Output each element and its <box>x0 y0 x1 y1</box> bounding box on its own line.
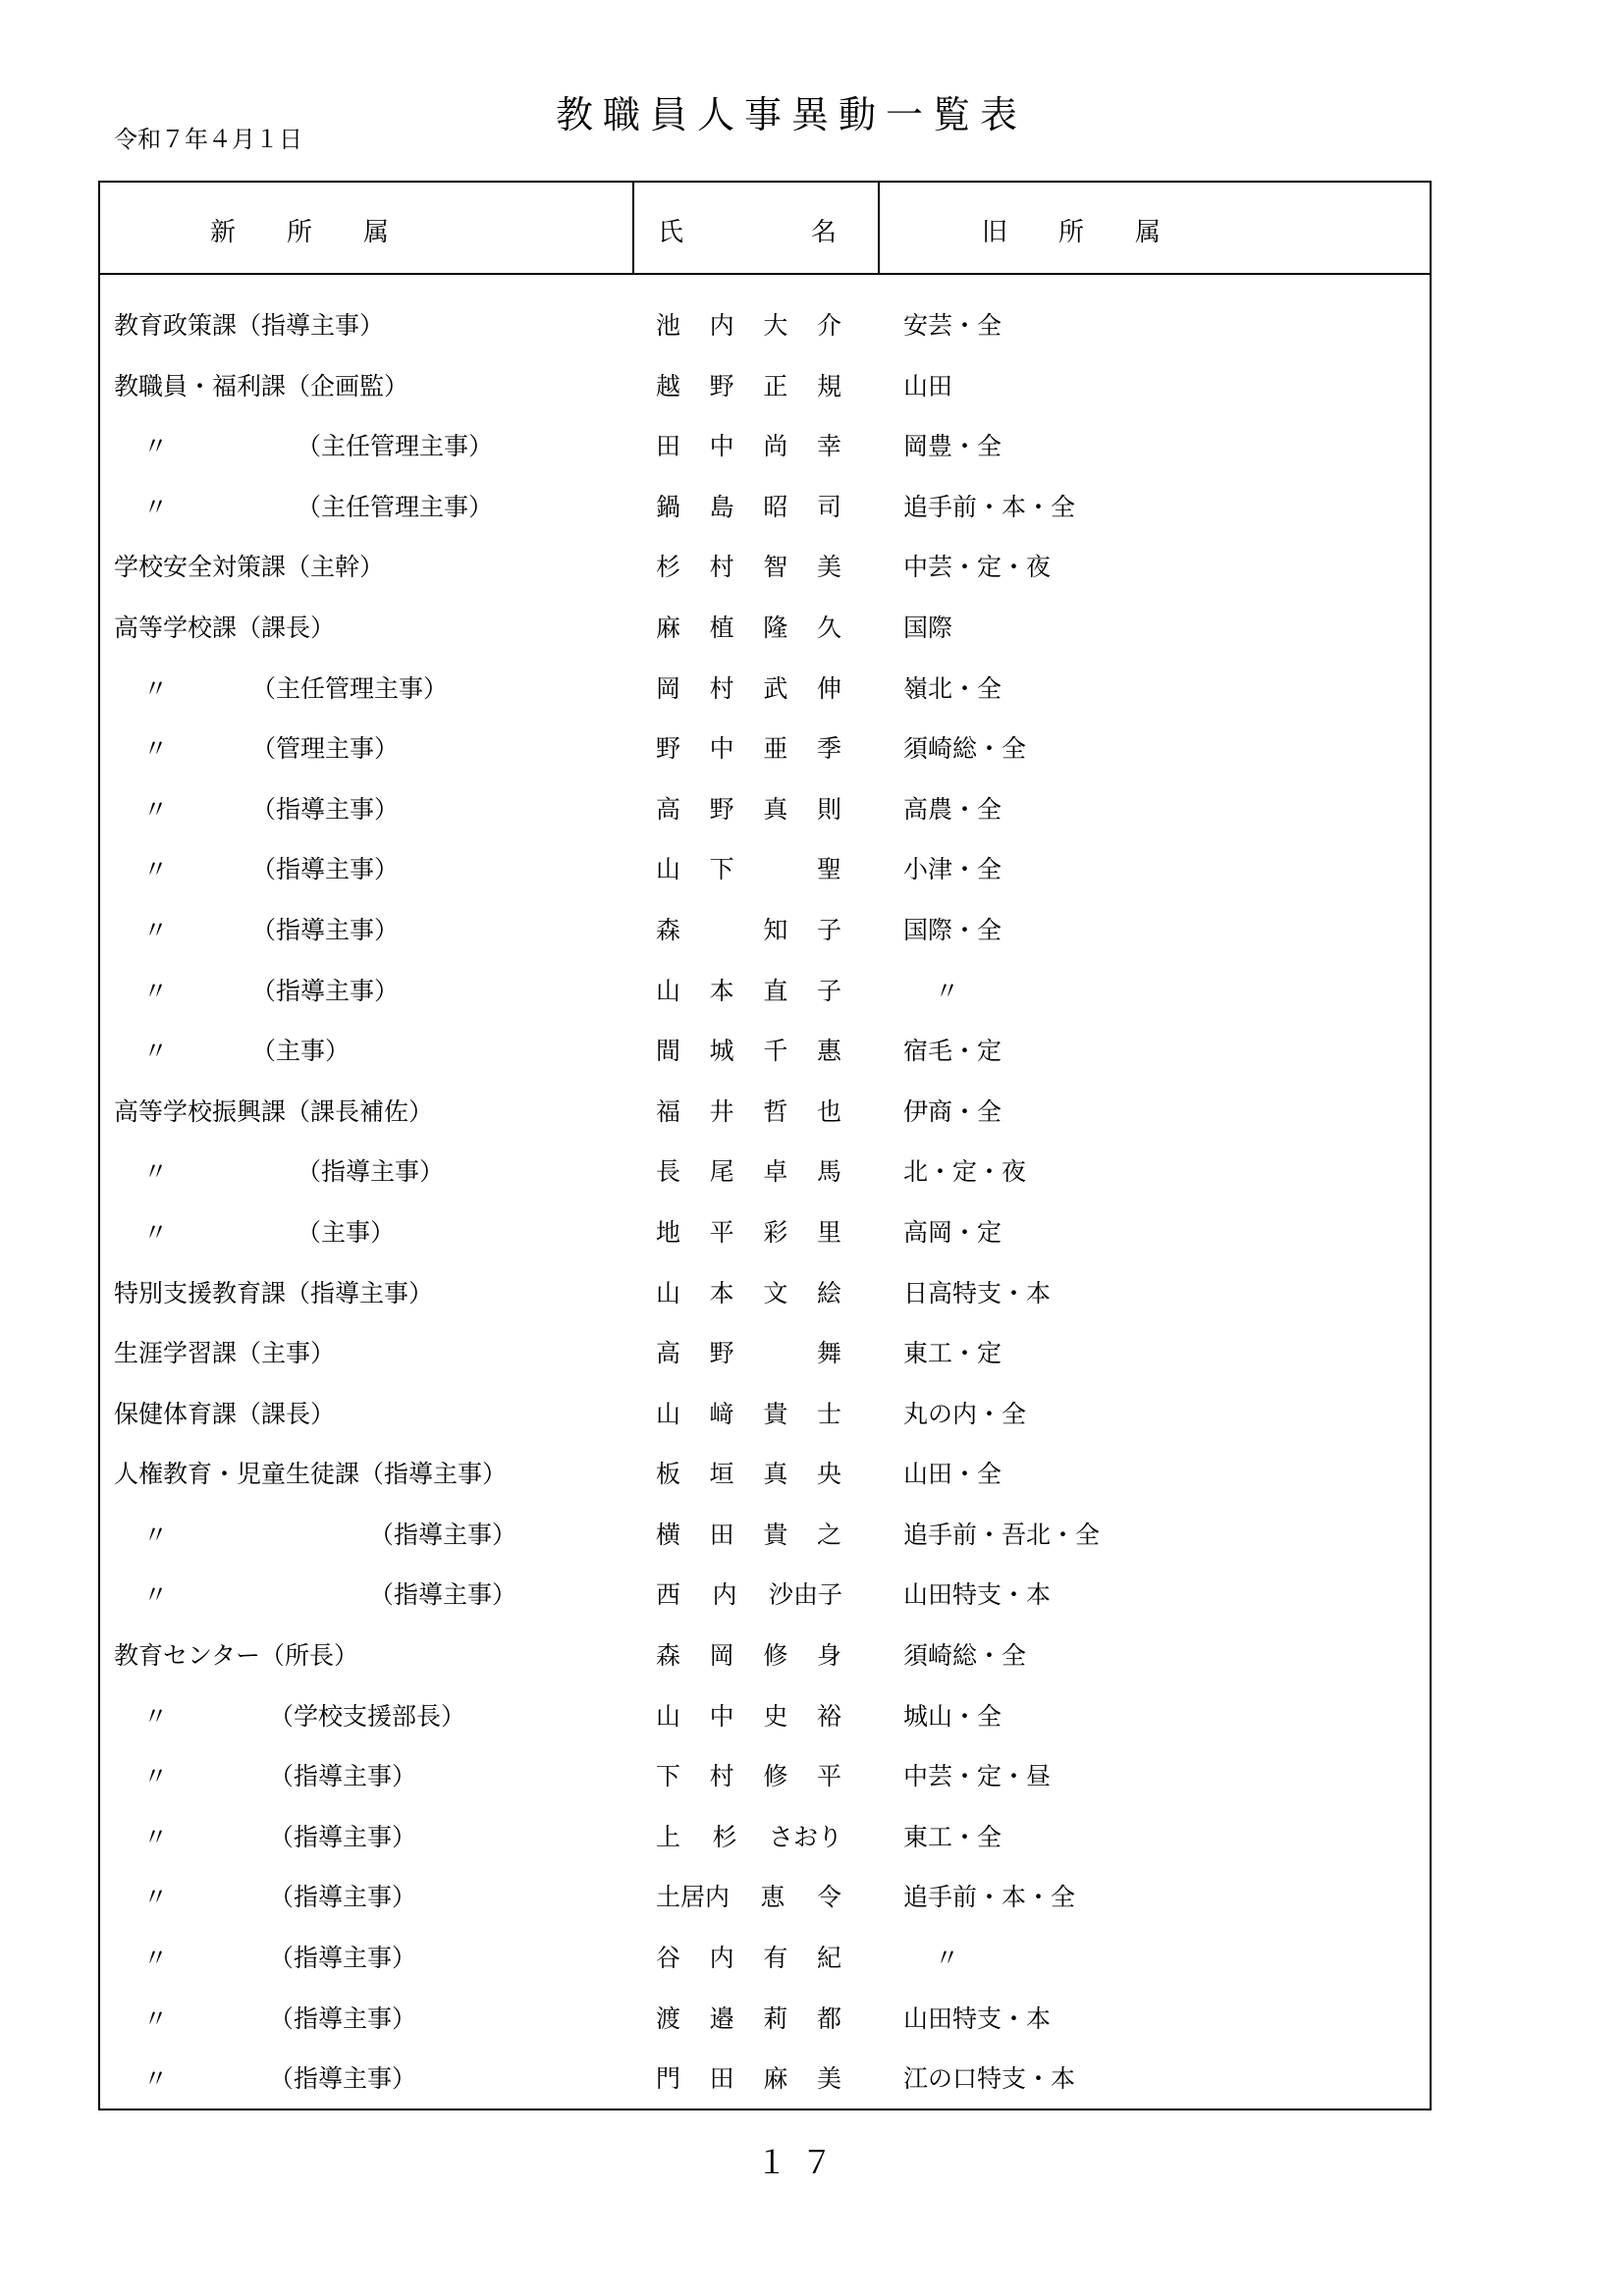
old-affiliation: 高岡・定 <box>903 1217 1002 1247</box>
old-affiliation: 丸の内・全 <box>903 1399 1027 1428</box>
person-name <box>656 609 842 644</box>
name-part: 規 <box>816 371 841 400</box>
ditto-mark: 〃 <box>143 2064 169 2094</box>
name-part: 高 <box>656 1339 681 1368</box>
name-part: 中 <box>709 432 734 461</box>
personnel-table <box>98 181 1432 2110</box>
name-part: 村 <box>709 673 734 703</box>
name-part: 則 <box>816 794 841 824</box>
ditto-mark: 〃 <box>143 1762 169 1791</box>
table-row <box>100 1447 1430 1508</box>
name-part: 島 <box>709 492 734 521</box>
name-part: 聖 <box>816 855 841 884</box>
table-row <box>100 601 1430 662</box>
ditto-mark: 〃 <box>143 1580 169 1610</box>
ditto-mark: 〃 <box>143 1520 169 1549</box>
ditto-mark: 〃 <box>143 432 169 461</box>
old-affiliation: 嶺北・全 <box>903 673 1002 703</box>
person-name <box>656 1878 842 1913</box>
old-affiliation: 須崎総・全 <box>903 734 1027 764</box>
name-part: 美 <box>816 553 841 582</box>
position-title: （管理主事） <box>251 734 400 764</box>
position-title: （指導主事） <box>269 1883 417 1912</box>
old-affiliation: 江の口特支・本 <box>903 2064 1076 2094</box>
old-affiliation: 〃 <box>935 976 960 1005</box>
name-part: 越 <box>656 371 681 400</box>
name-part: 岡 <box>709 1641 734 1671</box>
table-row <box>100 1749 1430 1810</box>
person-name <box>656 548 842 583</box>
name-part: 横 <box>656 1520 681 1549</box>
name-part: 裕 <box>816 1701 841 1731</box>
ditto-mark: 〃 <box>143 915 169 944</box>
table-row <box>100 1326 1430 1387</box>
table-row <box>100 1024 1430 1085</box>
name-part: 山 <box>656 855 681 884</box>
name-part: 千 <box>763 1037 788 1066</box>
old-affiliation: 小津・全 <box>903 855 1002 884</box>
position-title: （指導主事） <box>251 915 400 944</box>
old-affiliation: 〃 <box>935 1944 960 1973</box>
ditto-mark: 〃 <box>143 1883 169 1912</box>
name-part: 西 <box>656 1580 681 1610</box>
name-part: 都 <box>816 2003 841 2033</box>
name-part: 植 <box>709 613 734 642</box>
name-part: 美 <box>816 2064 841 2094</box>
document-title: 教職員人事異動一覧表 <box>556 93 1028 136</box>
new-affiliation: 教育センター（所長） <box>114 1641 359 1671</box>
person-name <box>656 850 842 885</box>
position-title: （学校支援部長） <box>269 1701 466 1731</box>
old-affiliation: 伊商・全 <box>903 1096 1002 1126</box>
table-row <box>100 540 1430 601</box>
old-affiliation: 安芸・全 <box>903 311 1002 340</box>
name-part: さおり <box>768 1822 842 1851</box>
name-part: 尚 <box>763 432 788 461</box>
name-part: 長 <box>656 1157 681 1187</box>
old-affiliation: 中芸・定・昼 <box>903 1762 1052 1791</box>
name-part: 有 <box>763 1944 788 1973</box>
name-part: 里 <box>816 1217 841 1247</box>
name-part: 修 <box>763 1641 788 1671</box>
position-title: （指導主事） <box>269 1822 417 1851</box>
person-name <box>656 427 842 462</box>
name-part: 高 <box>656 794 681 824</box>
person-name <box>656 1697 842 1733</box>
position-title: （主任管理主事） <box>297 492 494 521</box>
name-part: 央 <box>816 1460 841 1489</box>
person-name <box>656 1939 842 1974</box>
name-part <box>763 850 788 885</box>
position-title: （指導主事） <box>297 1157 445 1187</box>
person-name <box>656 488 842 523</box>
old-affiliation: 東工・全 <box>903 1822 1002 1851</box>
name-part: 貴 <box>763 1520 788 1549</box>
name-part: 真 <box>763 794 788 824</box>
name-part: 野 <box>709 794 734 824</box>
name-part: 内 <box>709 1944 734 1973</box>
new-affiliation: 教育政策課（指導主事） <box>114 311 385 340</box>
name-part: 城 <box>709 1037 734 1066</box>
person-name <box>656 1213 842 1249</box>
person-name <box>656 1575 842 1611</box>
name-part: 昭 <box>763 492 788 521</box>
table-row <box>100 2052 1430 2112</box>
name-part: 間 <box>656 1037 681 1066</box>
name-part: 板 <box>656 1460 681 1489</box>
position-title: （指導主事） <box>269 2064 417 2094</box>
name-part: 土居内 <box>656 1883 731 1912</box>
header-new-affiliation: 新 所 属 <box>210 218 390 247</box>
old-affiliation: 城山・全 <box>903 1701 1002 1731</box>
name-part: 井 <box>709 1096 734 1126</box>
ditto-mark: 〃 <box>143 794 169 824</box>
column-divider <box>632 183 634 273</box>
old-affiliation: 須崎総・全 <box>903 1641 1027 1671</box>
person-name <box>656 1093 842 1128</box>
old-affiliation: 中芸・定・夜 <box>903 553 1052 582</box>
table-row <box>100 1810 1430 1871</box>
name-part: 麻 <box>656 613 681 642</box>
old-affiliation: 山田・全 <box>903 1460 1002 1489</box>
position-title: （指導主事） <box>251 855 400 884</box>
table-header <box>100 183 1430 275</box>
name-part: 馬 <box>816 1157 841 1187</box>
person-name <box>656 367 842 402</box>
name-part: 谷 <box>656 1944 681 1973</box>
name-part: 中 <box>709 1701 734 1731</box>
name-part: 渡 <box>656 2003 681 2033</box>
old-affiliation: 国際・全 <box>903 915 1002 944</box>
table-row <box>100 1205 1430 1266</box>
person-name <box>656 1636 842 1672</box>
table-row <box>100 359 1430 420</box>
name-part: 邉 <box>709 2003 734 2033</box>
person-name <box>656 669 842 705</box>
old-affiliation: 山田特支・本 <box>903 1580 1052 1610</box>
name-part: 森 <box>656 1641 681 1671</box>
ditto-mark: 〃 <box>143 855 169 884</box>
name-part: 本 <box>709 976 734 1005</box>
person-name <box>656 729 842 765</box>
new-affiliation: 高等学校振興課（課長補佐） <box>114 1096 434 1126</box>
name-part: 久 <box>816 613 841 642</box>
name-part: 大 <box>763 311 788 340</box>
name-part: 中 <box>709 734 734 764</box>
table-row <box>100 298 1430 359</box>
table-body <box>100 298 1430 2112</box>
person-name <box>656 1274 842 1309</box>
new-affiliation: 保健体育課（課長） <box>114 1399 336 1428</box>
table-row <box>100 1992 1430 2053</box>
person-name <box>656 1152 842 1188</box>
name-part: 幸 <box>816 432 841 461</box>
table-row <box>100 662 1430 722</box>
table-row <box>100 1085 1430 1146</box>
name-part: 田 <box>709 2064 734 2094</box>
person-name <box>656 1334 842 1369</box>
name-part: 山 <box>656 976 681 1005</box>
person-name <box>656 1395 842 1430</box>
name-part: 野 <box>656 734 681 764</box>
name-part: 文 <box>763 1278 788 1308</box>
ditto-mark: 〃 <box>143 1944 169 1973</box>
old-affiliation: 高農・全 <box>903 794 1002 824</box>
position-title: （指導主事） <box>251 976 400 1005</box>
new-affiliation: 教職員・福利課（企画監） <box>114 371 409 400</box>
ditto-mark: 〃 <box>143 1037 169 1066</box>
name-part: 野 <box>709 1339 734 1368</box>
position-title: （指導主事） <box>269 2003 417 2033</box>
column-divider <box>878 183 880 273</box>
name-part: 下 <box>656 1762 681 1791</box>
name-part: 鍋 <box>656 492 681 521</box>
name-part: 下 <box>709 855 734 884</box>
name-part: 司 <box>816 492 841 521</box>
person-name <box>656 306 842 342</box>
name-part: 亜 <box>763 734 788 764</box>
name-part: 野 <box>709 371 734 400</box>
table-row <box>100 903 1430 964</box>
ditto-mark: 〃 <box>143 673 169 703</box>
name-part: 介 <box>816 311 841 340</box>
name-part: 子 <box>816 915 841 944</box>
ditto-mark: 〃 <box>143 1701 169 1731</box>
table-row <box>100 1568 1430 1629</box>
ditto-mark: 〃 <box>143 734 169 764</box>
position-title: （指導主事） <box>251 794 400 824</box>
table-row <box>100 419 1430 480</box>
name-part: 尾 <box>709 1157 734 1187</box>
old-affiliation: 追手前・本・全 <box>903 492 1076 521</box>
table-row <box>100 721 1430 782</box>
table-row <box>100 1387 1430 1448</box>
person-name <box>656 1818 842 1853</box>
name-part: 真 <box>763 1460 788 1489</box>
name-part: 智 <box>763 553 788 582</box>
name-part: 山 <box>656 1278 681 1308</box>
name-part: 身 <box>816 1641 841 1671</box>
old-affiliation: 山田特支・本 <box>903 2003 1052 2033</box>
table-row <box>100 1689 1430 1750</box>
name-part: 杉 <box>712 1822 737 1851</box>
name-part: 直 <box>763 976 788 1005</box>
name-part: 麻 <box>763 2064 788 2094</box>
name-part: 令 <box>816 1883 841 1912</box>
old-affiliation: 北・定・夜 <box>903 1157 1027 1187</box>
name-part: 沙由子 <box>768 1580 842 1610</box>
table-row <box>100 842 1430 903</box>
name-part: 子 <box>816 976 841 1005</box>
position-title: （主任管理主事） <box>297 432 494 461</box>
old-affiliation: 東工・定 <box>903 1339 1002 1368</box>
person-name <box>656 2000 842 2035</box>
name-part: 莉 <box>763 2003 788 2033</box>
name-part: 内 <box>712 1580 737 1610</box>
old-affiliation: 山田 <box>903 371 953 400</box>
new-affiliation: 高等学校課（課長） <box>114 613 336 642</box>
name-part: 也 <box>816 1096 841 1126</box>
name-part: 正 <box>763 371 788 400</box>
name-part: 士 <box>816 1399 841 1428</box>
table-row <box>100 1629 1430 1689</box>
name-part <box>710 911 735 946</box>
table-row <box>100 1870 1430 1931</box>
name-part <box>763 1334 788 1369</box>
name-part: 山 <box>656 1701 681 1731</box>
position-title: （指導主事） <box>369 1580 517 1610</box>
new-affiliation: 特別支援教育課（指導主事） <box>114 1278 434 1308</box>
person-name <box>656 1032 842 1067</box>
header-old-affiliation: 旧 所 属 <box>982 218 1162 247</box>
document-date: 令和７年４月１日 <box>114 126 302 153</box>
ditto-mark: 〃 <box>143 1157 169 1187</box>
name-part: 修 <box>763 1762 788 1791</box>
table-row <box>100 1145 1430 1205</box>
name-part: 史 <box>763 1701 788 1731</box>
name-part: 之 <box>816 1520 841 1549</box>
person-name <box>656 2059 842 2095</box>
name-part: 地 <box>656 1217 681 1247</box>
name-part: 杉 <box>656 553 681 582</box>
person-name <box>656 1757 842 1792</box>
name-part: 恵 <box>760 1883 785 1912</box>
old-affiliation: 岡豊・全 <box>903 432 1002 461</box>
new-affiliation: 生涯学習課（主事） <box>114 1339 336 1368</box>
header-name: 氏 名 <box>658 218 838 247</box>
ditto-mark: 〃 <box>143 492 169 521</box>
position-title: （指導主事） <box>269 1762 417 1791</box>
old-affiliation: 追手前・吾北・全 <box>903 1520 1101 1549</box>
position-title: （指導主事） <box>369 1520 517 1549</box>
name-part: 田 <box>709 1520 734 1549</box>
name-part: 平 <box>816 1762 841 1791</box>
old-affiliation: 宿毛・定 <box>903 1037 1002 1066</box>
name-part: 知 <box>763 915 788 944</box>
position-title: （主事） <box>297 1217 396 1247</box>
name-part: 彩 <box>763 1217 788 1247</box>
name-part: 絵 <box>816 1278 841 1308</box>
name-part: 内 <box>709 311 734 340</box>
table-row <box>100 1266 1430 1327</box>
name-part: 舞 <box>816 1339 841 1368</box>
name-part: 岡 <box>656 673 681 703</box>
name-part: 平 <box>709 1217 734 1247</box>
person-name <box>656 790 842 826</box>
name-part: 紀 <box>816 1944 841 1973</box>
name-part: 季 <box>816 734 841 764</box>
person-name <box>656 1455 842 1490</box>
name-part: 田 <box>656 432 681 461</box>
name-part: 哲 <box>763 1096 788 1126</box>
page-number: １７ <box>756 2144 847 2181</box>
name-part: 村 <box>709 1762 734 1791</box>
name-part: 本 <box>709 1278 734 1308</box>
name-part: 池 <box>656 311 681 340</box>
old-affiliation: 追手前・本・全 <box>903 1883 1076 1912</box>
position-title: （主事） <box>251 1037 351 1066</box>
new-affiliation: 学校安全対策課（主幹） <box>114 553 385 582</box>
person-name <box>656 972 842 1007</box>
person-name <box>656 1516 842 1551</box>
ditto-mark: 〃 <box>143 1217 169 1247</box>
table-row <box>100 1508 1430 1569</box>
position-title: （指導主事） <box>269 1944 417 1973</box>
name-part: 村 <box>709 553 734 582</box>
name-part: 隆 <box>763 613 788 642</box>
name-part: 森 <box>656 915 681 944</box>
name-part: 福 <box>656 1096 681 1126</box>
table-row <box>100 480 1430 541</box>
ditto-mark: 〃 <box>143 976 169 1005</box>
name-part: 伸 <box>816 673 841 703</box>
name-part: 山 <box>656 1399 681 1428</box>
new-affiliation: 人権教育・児童生徒課（指導主事） <box>114 1460 508 1489</box>
name-part: 惠 <box>816 1037 841 1066</box>
name-part: 垣 <box>709 1460 734 1489</box>
table-row <box>100 964 1430 1025</box>
name-part: 﨑 <box>709 1399 734 1428</box>
table-row <box>100 1931 1430 1992</box>
position-title: （主任管理主事） <box>251 673 449 703</box>
old-affiliation: 国際 <box>903 613 953 642</box>
ditto-mark: 〃 <box>143 2003 169 2033</box>
name-part: 武 <box>763 673 788 703</box>
name-part: 門 <box>656 2064 681 2094</box>
name-part: 貴 <box>763 1399 788 1428</box>
table-row <box>100 782 1430 843</box>
name-part: 卓 <box>763 1157 788 1187</box>
ditto-mark: 〃 <box>143 1822 169 1851</box>
name-part: 上 <box>656 1822 681 1851</box>
person-name <box>656 911 842 946</box>
old-affiliation: 日高特支・本 <box>903 1278 1052 1308</box>
